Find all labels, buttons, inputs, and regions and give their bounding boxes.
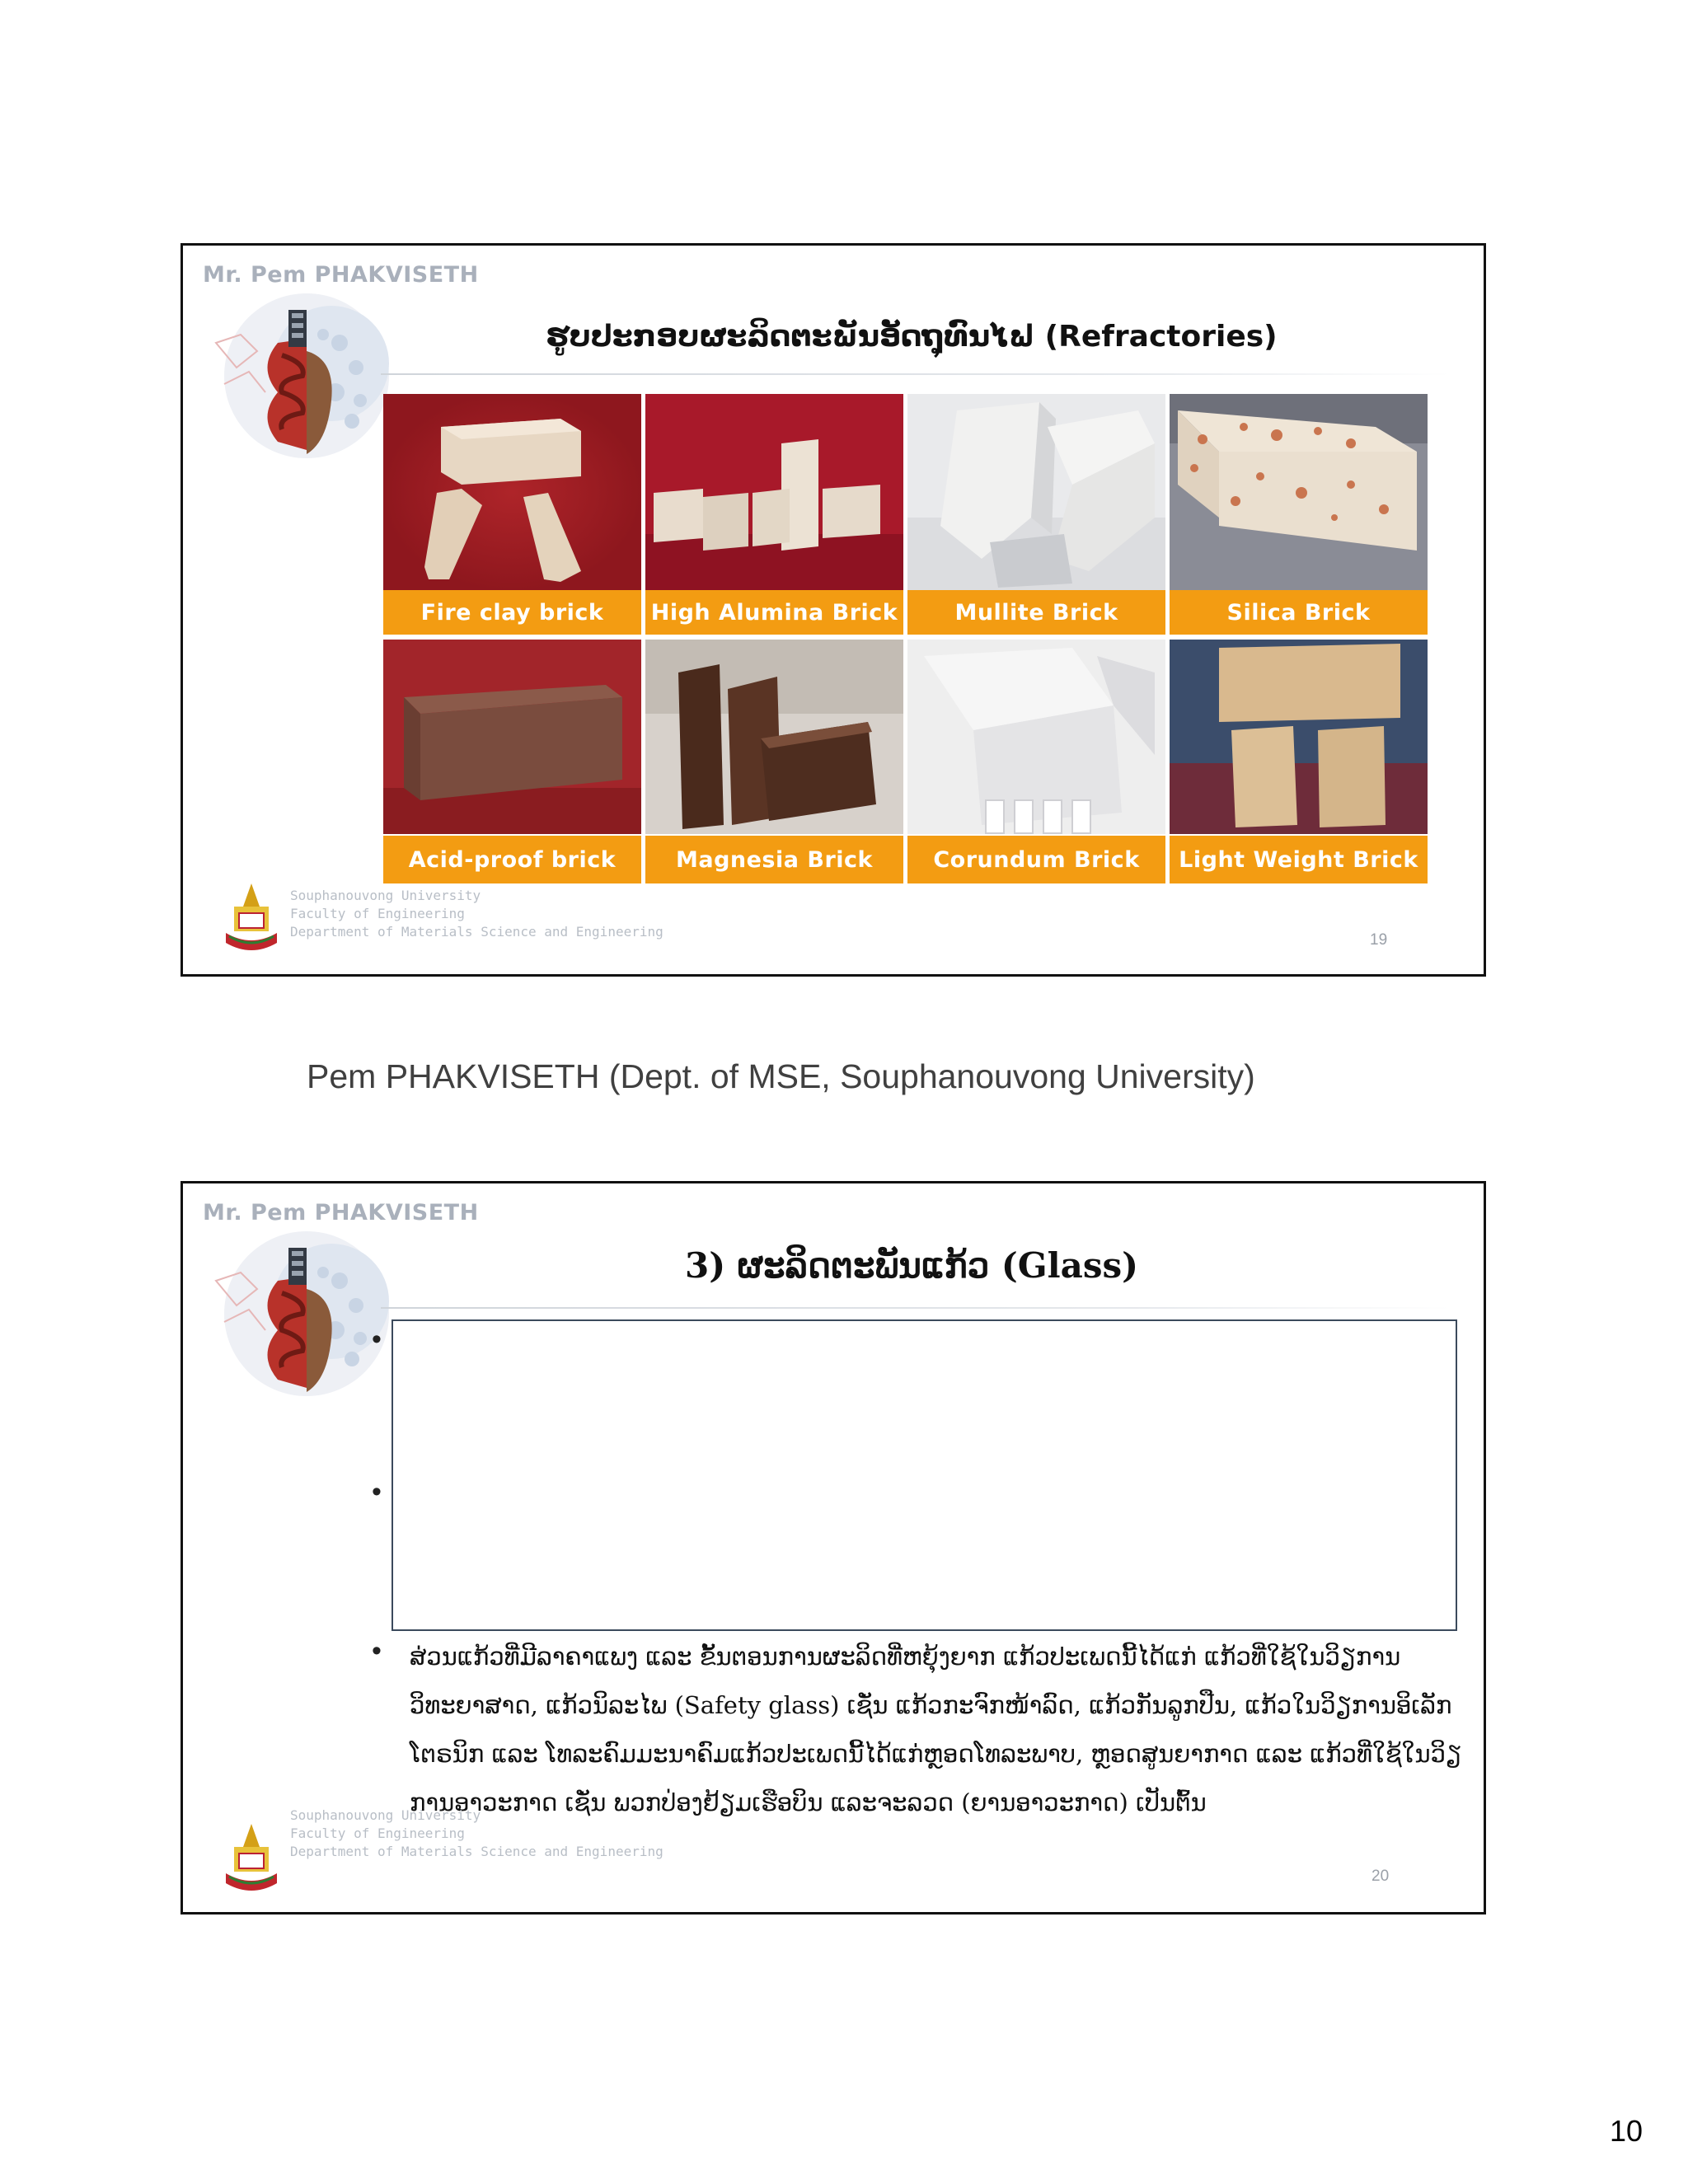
brick-caption: Magnesia Brick bbox=[645, 836, 903, 883]
fire-clay-brick-photo bbox=[383, 394, 641, 590]
blank-content-box bbox=[392, 1319, 1457, 1631]
bullet-marker: • bbox=[372, 1476, 382, 1507]
bullet-marker: • bbox=[372, 1635, 382, 1666]
brick-tile-silica bbox=[1170, 394, 1428, 635]
university-seal-icon bbox=[223, 1822, 280, 1901]
footer-university: Souphanouvong University bbox=[290, 1807, 481, 1823]
brick-caption: Silica Brick bbox=[1170, 590, 1428, 635]
footer-department: Department of Materials Science and Engineering bbox=[290, 1844, 663, 1859]
acid-proof-brick-photo bbox=[383, 640, 641, 834]
magnesia-brick-photo bbox=[645, 640, 903, 834]
footer-department: Department of Materials Science and Engineering bbox=[290, 924, 663, 940]
corundum-brick-photo bbox=[907, 640, 1165, 834]
brick-tile-magnesia bbox=[645, 640, 903, 883]
brick-caption: Acid-proof brick bbox=[383, 836, 641, 883]
materials-emblem-icon bbox=[199, 285, 389, 483]
brick-caption: High Alumina Brick bbox=[645, 590, 903, 635]
slide-20 bbox=[181, 1181, 1486, 1915]
brick-tile-corundum bbox=[907, 640, 1165, 883]
bullet-marker: • bbox=[372, 1324, 382, 1355]
brick-caption: Mullite Brick bbox=[907, 590, 1165, 635]
brick-tile-fire-clay bbox=[383, 394, 641, 635]
footer-university: Souphanouvong University bbox=[290, 888, 481, 903]
slide-19 bbox=[181, 243, 1486, 977]
slide-title: ຮູບປະກອບຜະລິດຕະພັນອັດຖຸທົນໄຟ (Refractories) bbox=[546, 320, 1278, 354]
brick-caption: Light Weight Brick bbox=[1170, 836, 1428, 883]
author-watermark: Mr. Pem PHAKVISETH bbox=[203, 1200, 479, 1226]
footer-faculty: Faculty of Engineering bbox=[290, 906, 465, 921]
mullite-brick-photo bbox=[907, 394, 1165, 590]
high-alumina-brick-photo bbox=[645, 394, 903, 590]
brick-caption: Corundum Brick bbox=[907, 836, 1165, 883]
brick-tile-light-weight bbox=[1170, 640, 1428, 883]
title-divider bbox=[381, 373, 1451, 375]
slide-number: 20 bbox=[1372, 1868, 1390, 1885]
materials-emblem-icon bbox=[199, 1223, 389, 1421]
title-divider bbox=[381, 1307, 1451, 1309]
brick-tile-mullite bbox=[907, 394, 1165, 635]
brick-tile-acid-proof bbox=[383, 640, 641, 883]
author-watermark: Mr. Pem PHAKVISETH bbox=[203, 262, 479, 288]
notes-caption: Pem PHAKVISETH (Dept. of MSE, Souphanouvong University) bbox=[307, 1057, 1255, 1095]
footer-institution bbox=[290, 1807, 663, 1861]
page-number: 10 bbox=[1610, 2114, 1643, 2148]
brick-caption: Fire clay brick bbox=[383, 590, 641, 635]
university-seal-icon bbox=[223, 882, 280, 961]
brick-tile-high-alumina bbox=[645, 394, 903, 635]
silica-brick-photo bbox=[1170, 394, 1428, 590]
light-weight-brick-photo bbox=[1170, 640, 1428, 834]
glass-description: ສ່ວນແກ້ວທີ່ມີລາຄາແພງ ແລະ ຂັ້ນຕອນການຜະລິດທີ່ຫຍຸ້ງຍາກ ແກ້ວປະເພດນີ້ໄດ້ແກ່ ແກ້ວທີ່ໃຊ້ໃນວິຽການວິທະຍາສາດ, ແກ້ວນິລະໄພ (Safety glass) ເຊັ່ນ ແກ້ວກະຈົກໜ້າລົດ, ແກ້ວກັນລູກປືນ, ແກ້ວໃນວິຽການອິເລັກໂຕຣນິກ ແລະ ໂທລະຄົມມະນາຄົມແກ້ວປະເພດນີ້ໄດ້ແກ່ຫຼອດໂທລະພາບ, ຫຼອດສູນຍາກາດ ແລະ ແກ້ວທີ່ໃຊ້ໃນວິຽການອາວະກາດ ເຊັ່ນ ພວກປ່ອງຢ້ຽມເຮືອບິນ ແລະຈະລວດ (ຍານອາວະກາດ) ເປັນຕົ້ນ bbox=[410, 1643, 1462, 1816]
slide-title: 3) ຜະລິດຕະພັນແກ້ວ (Glass) bbox=[685, 1245, 1138, 1286]
slide-number: 19 bbox=[1370, 931, 1388, 949]
footer-faculty: Faculty of Engineering bbox=[290, 1825, 465, 1841]
footer-institution bbox=[290, 887, 663, 941]
brick-gallery bbox=[383, 394, 1428, 883]
